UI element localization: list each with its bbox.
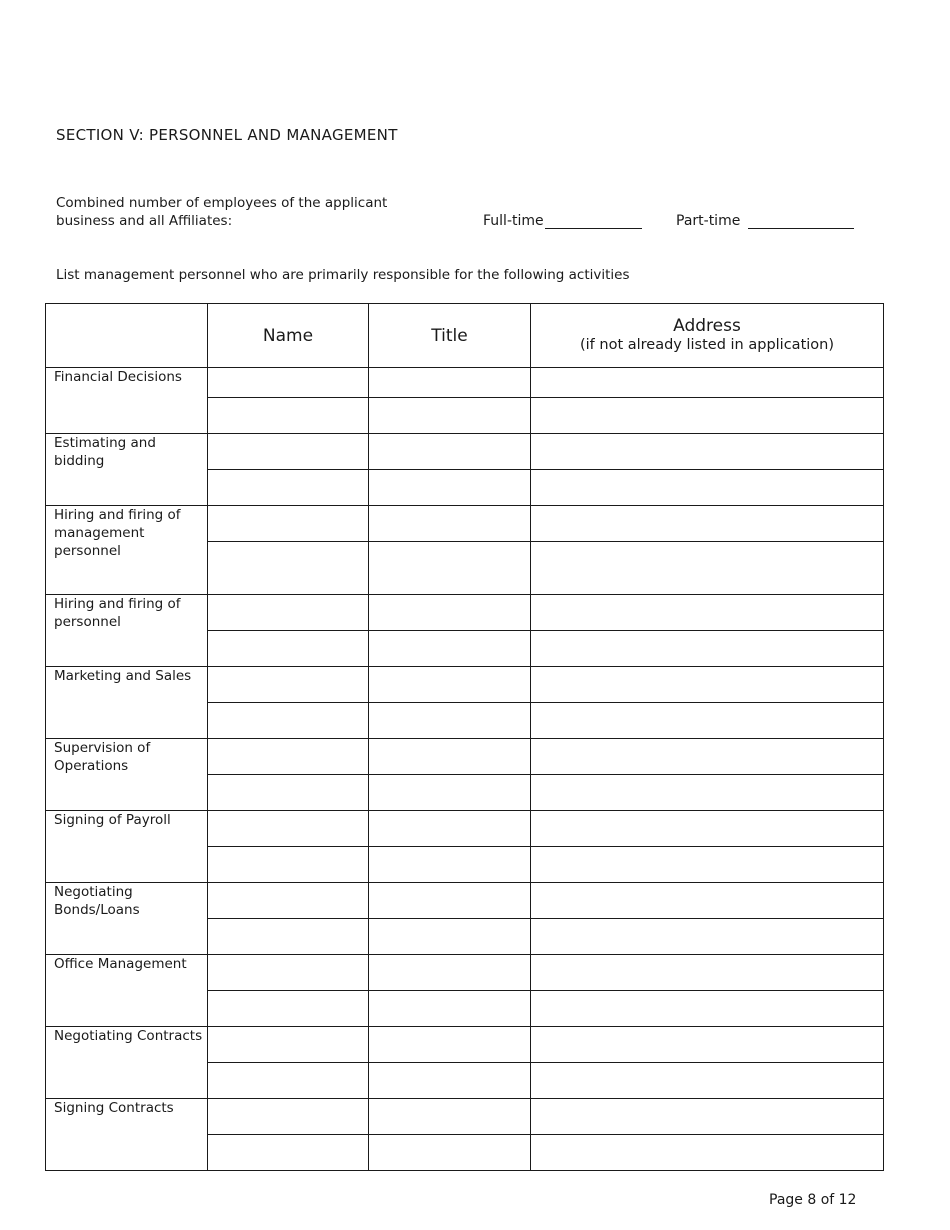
address-cell[interactable] (531, 919, 884, 955)
full-time-field[interactable] (545, 213, 642, 229)
header-activity (46, 304, 208, 368)
table-row (46, 883, 884, 919)
activity-cell (46, 368, 208, 434)
name-cell[interactable] (208, 631, 369, 667)
title-cell[interactable] (369, 542, 531, 595)
name-cell[interactable] (208, 703, 369, 739)
activity-cell (46, 883, 208, 955)
header-address-note: (if not already listed in application) (579, 336, 834, 353)
activity-cell (46, 667, 208, 739)
activity-label: Hiring and firing of management personnel (54, 507, 181, 559)
part-time-group (676, 213, 854, 229)
table-row (46, 434, 884, 470)
activity-cell (46, 1099, 208, 1171)
name-cell[interactable] (208, 667, 369, 703)
title-cell[interactable] (369, 703, 531, 739)
activity-label: Negotiating Bonds/Loans (54, 884, 140, 918)
address-cell[interactable] (531, 739, 884, 775)
header-address-label: Address (673, 315, 741, 336)
name-cell[interactable] (208, 1027, 369, 1063)
name-cell[interactable] (208, 595, 369, 631)
address-cell[interactable] (531, 434, 884, 470)
table-row (46, 506, 884, 542)
title-cell[interactable] (369, 991, 531, 1027)
activity-cell (46, 811, 208, 883)
activity-label: Marketing and Sales (54, 668, 192, 684)
activity-cell (46, 506, 208, 595)
address-cell[interactable] (531, 1135, 884, 1171)
table-header-row (46, 304, 884, 368)
address-cell[interactable] (531, 883, 884, 919)
address-cell[interactable] (531, 811, 884, 847)
activity-label: Financial Decisions (54, 369, 182, 385)
name-cell[interactable] (208, 811, 369, 847)
name-cell[interactable] (208, 434, 369, 470)
address-cell[interactable] (531, 542, 884, 595)
part-time-field[interactable] (748, 213, 854, 229)
personnel-table (45, 303, 884, 1171)
activity-label: Signing of Payroll (54, 812, 171, 828)
name-cell[interactable] (208, 739, 369, 775)
address-cell[interactable] (531, 991, 884, 1027)
name-cell[interactable] (208, 1099, 369, 1135)
title-cell[interactable] (369, 368, 531, 398)
name-cell[interactable] (208, 542, 369, 595)
name-cell[interactable] (208, 919, 369, 955)
header-name (208, 304, 369, 368)
activity-label: Supervision of Operations (54, 740, 151, 774)
name-cell[interactable] (208, 470, 369, 506)
activity-label: Office Management (54, 956, 187, 972)
activity-cell (46, 739, 208, 811)
table-row (46, 811, 884, 847)
employees-label: Combined number of employees of the applicant business and all Affiliates: (56, 195, 388, 229)
activity-cell (46, 434, 208, 506)
title-cell[interactable] (369, 847, 531, 883)
address-cell[interactable] (531, 955, 884, 991)
activity-label: Hiring and firing of personnel (54, 596, 181, 630)
name-cell[interactable] (208, 883, 369, 919)
title-cell[interactable] (369, 883, 531, 919)
title-cell[interactable] (369, 1099, 531, 1135)
table-row (46, 595, 884, 631)
activity-label: Estimating and bidding (54, 435, 156, 469)
section-title: SECTION V: PERSONNEL AND MANAGEMENT (56, 126, 398, 144)
address-cell[interactable] (531, 775, 884, 811)
address-cell[interactable] (531, 506, 884, 542)
address-cell[interactable] (531, 667, 884, 703)
table-row (46, 739, 884, 775)
header-title-label: Title (431, 325, 468, 346)
address-cell[interactable] (531, 470, 884, 506)
name-cell[interactable] (208, 398, 369, 434)
address-cell[interactable] (531, 398, 884, 434)
activity-label: Signing Contracts (54, 1100, 174, 1116)
title-cell[interactable] (369, 955, 531, 991)
page-number: Page 8 of 12 (769, 1192, 857, 1208)
name-cell[interactable] (208, 775, 369, 811)
name-cell[interactable] (208, 991, 369, 1027)
address-cell[interactable] (531, 847, 884, 883)
title-cell[interactable] (369, 739, 531, 775)
name-cell[interactable] (208, 1063, 369, 1099)
title-cell[interactable] (369, 506, 531, 542)
name-cell[interactable] (208, 1135, 369, 1171)
title-cell[interactable] (369, 667, 531, 703)
name-cell[interactable] (208, 506, 369, 542)
address-cell[interactable] (531, 1063, 884, 1099)
title-cell[interactable] (369, 1027, 531, 1063)
address-cell[interactable] (531, 1027, 884, 1063)
title-cell[interactable] (369, 398, 531, 434)
title-cell[interactable] (369, 434, 531, 470)
header-name-label: Name (262, 325, 314, 346)
address-cell[interactable] (531, 595, 884, 631)
address-cell[interactable] (531, 1099, 884, 1135)
table-row (46, 368, 884, 398)
title-cell[interactable] (369, 1135, 531, 1171)
part-time-label: Part-time (676, 213, 741, 229)
activity-label: Negotiating Contracts (54, 1028, 203, 1044)
table-row (46, 667, 884, 703)
full-time-label: Full-time (483, 213, 544, 229)
address-cell[interactable] (531, 631, 884, 667)
table-row (46, 955, 884, 991)
list-instruction: List management personnel who are primarily responsible for the following activities (56, 267, 630, 283)
title-cell[interactable] (369, 919, 531, 955)
full-time-group (483, 213, 642, 229)
header-address (531, 304, 884, 368)
name-cell[interactable] (208, 847, 369, 883)
title-cell[interactable] (369, 595, 531, 631)
title-cell[interactable] (369, 1063, 531, 1099)
name-cell[interactable] (208, 955, 369, 991)
activity-cell (46, 1027, 208, 1099)
address-cell[interactable] (531, 368, 884, 398)
table-row (46, 1099, 884, 1135)
title-cell[interactable] (369, 811, 531, 847)
activity-cell (46, 955, 208, 1027)
activity-cell (46, 595, 208, 667)
title-cell[interactable] (369, 775, 531, 811)
address-cell[interactable] (531, 703, 884, 739)
title-cell[interactable] (369, 631, 531, 667)
table-row (46, 1027, 884, 1063)
header-title (369, 304, 531, 368)
name-cell[interactable] (208, 368, 369, 398)
title-cell[interactable] (369, 470, 531, 506)
